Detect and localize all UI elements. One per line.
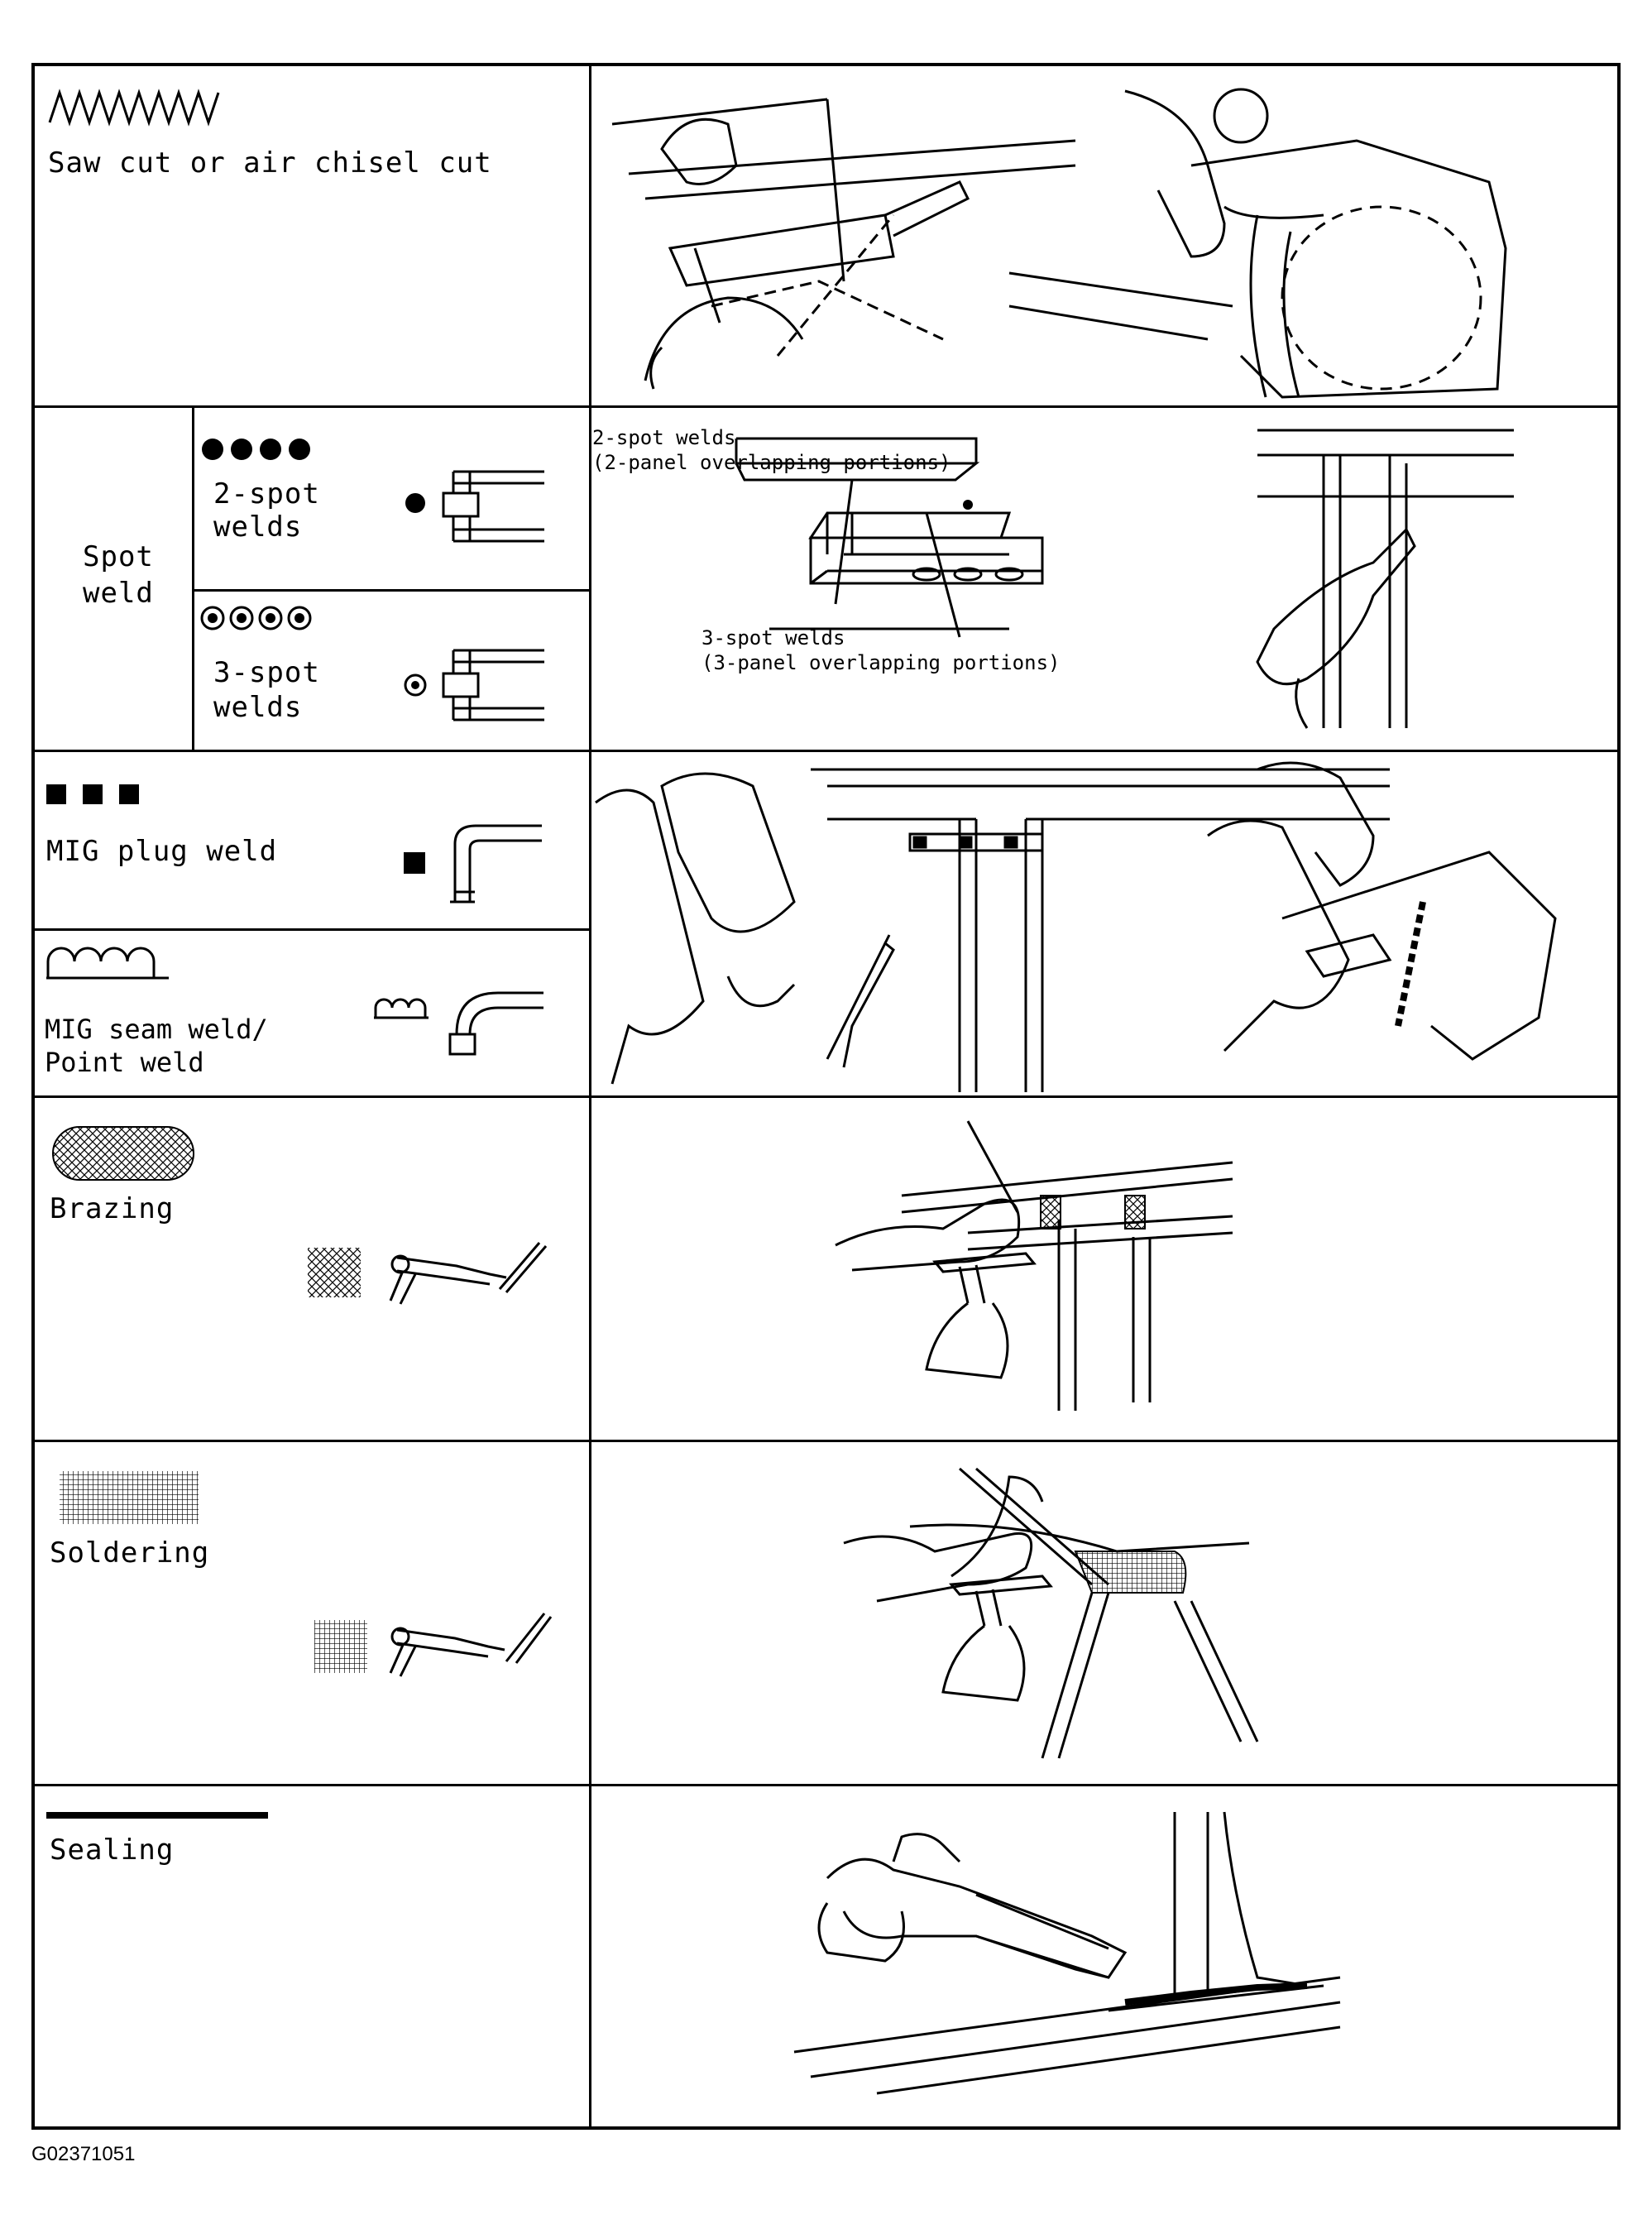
saw-cut-label: Saw cut or air chisel cut [48,146,492,180]
two-spot-label-line2: welds [213,511,303,544]
spot-weld-illustration [579,414,1572,745]
row-divider [192,589,590,592]
welder-icon [404,642,548,733]
saw-cut-illustration [612,91,1563,405]
crosshatch-icon [51,1125,200,1183]
row-divider [35,750,1617,752]
mig-weld-illustration [579,753,1572,1100]
callout-two-spot-line2: (2-panel overlapping portions) [592,451,951,474]
figure-code: G02371051 [31,2143,136,2165]
brazing-illustration [836,1121,1282,1419]
sealant-gun-illustration [794,1812,1373,2110]
column-divider [192,405,194,751]
callout-two-spot-line1: 2-spot welds [592,426,736,449]
row-divider [35,1440,1617,1442]
double-circle-icon [200,604,316,632]
grid-icon [58,1469,207,1527]
mig-seam-label-line1: MIG seam weld/ [45,1014,268,1045]
mig-seam-label-line2: Point weld [45,1047,204,1078]
soldering-label: Soldering [50,1536,210,1570]
callout-three-spot-line2: (3-panel overlapping portions) [702,651,1061,674]
torch-icon [314,1613,554,1680]
spot-dot-icon [200,435,316,463]
spot-weld-label-line1: Spot [83,540,154,573]
seal-line-icon [46,1812,270,1820]
brazing-label: Brazing [50,1192,175,1225]
torch-icon [308,1241,556,1307]
mig-gun-icon [374,985,548,1067]
callout-three-spot-line1: 3-spot welds [702,626,845,650]
spot-weld-label-line2: weld [83,577,154,610]
zigzag-icon [48,89,222,127]
mig-plug-label: MIG plug weld [46,835,278,868]
three-spot-label-line2: welds [213,691,303,724]
welder-icon [404,463,548,554]
plug-square-icon [46,783,146,808]
two-spot-label-line1: 2-spot [213,477,320,511]
row-divider [35,1784,1617,1786]
sealing-label: Sealing [50,1834,175,1867]
row-divider [35,405,1617,408]
row-divider [35,928,590,931]
seam-arc-icon [46,945,170,980]
mig-gun-icon [397,819,546,910]
soldering-illustration [844,1469,1290,1758]
three-spot-label-line1: 3-spot [213,656,320,689]
